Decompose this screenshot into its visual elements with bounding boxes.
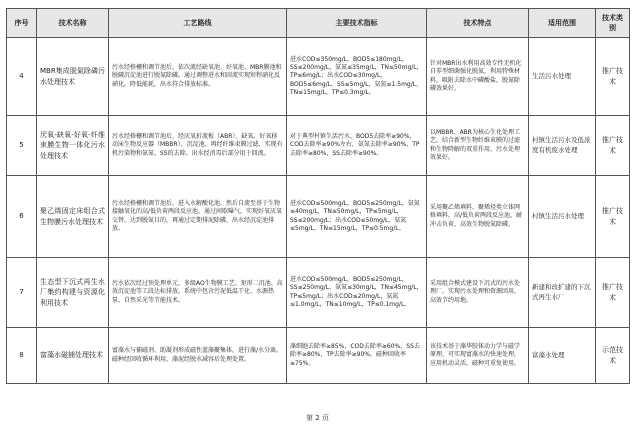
row-features: 以MBBR、ABR为核心生化处理工艺，结合新型生物纤维束膜的过滤和生物降解的双重作用，污水处理效果好。: [427, 116, 529, 176]
table-header-row: [7, 9, 630, 38]
row-name: 聚乙烯固定床组合式生物膜污水处理技术: [37, 176, 109, 258]
row-seq: 6: [7, 176, 37, 258]
row-scope: 新建和改扩建的下沉式再生水厂: [529, 258, 596, 328]
row-seq: 7: [7, 258, 37, 328]
row-category: 推广技术: [596, 116, 630, 176]
table-row: [7, 38, 630, 116]
row-process: 富藻水与捕磁剂、助凝剂形成磁性蓝藻聚集体，进行藻/水分离。磁种经回收循环利用，藻泥经脱水减容后处理处置。: [109, 328, 287, 384]
row-process: 污水经格栅和调节池后，进入水解酸化池，然后自流至基于生物接触氧化的高/低负荷两段反应池，通过间歇曝气，实现好氧厌氧交替，达到脱氮目的，再通过定期排泥除磷，出水经沉淀池排放。: [109, 176, 287, 258]
row-category: 推广技术: [596, 38, 630, 116]
row-scope: 村镇生活污水及低浓度有机废水处理: [529, 116, 596, 176]
row-indicators: 进水COD≤500mg/L，BOD5≤250mg/L，氨氮≤40mg/L，TN≤50mg/L，TP≤5mg/L，SS≤200mg/L；出水COD≤50mg/L，氨氮≤5mg/L，TN≤15mg/L，TP≤0.5mg/L。: [287, 176, 427, 258]
header-process: 工艺路线: [109, 9, 287, 38]
row-scope: 村镇生活污水处理: [529, 176, 596, 258]
table-row: [7, 176, 630, 258]
page-number: 第 2 页: [306, 414, 329, 422]
row-seq: 5: [7, 116, 37, 176]
table-row: [7, 116, 630, 176]
header-category: 技术类别: [596, 9, 630, 38]
row-features: 针对MBR出水利用高效专性无机化自养型细菌强化脱氮，利用特殊材料，吸附去除水中磷酸盐，脱氮除磷效果好。: [427, 38, 529, 116]
row-name: 厌氧-缺氧-好氧-纤维束膜生物一体化污水处理技术: [37, 116, 109, 176]
header-name: 技术名称: [37, 9, 109, 38]
table-row: [7, 328, 630, 384]
row-indicators: 藻细胞去除率≥85%，COD去除率≥60%，SS去除率≥80%，TP去除率≥90%，磁种回收率≥75%。: [287, 328, 427, 384]
row-name: MBR集成脱氮除磷污水处理技术: [37, 38, 109, 116]
row-features: 采用组合模式建设下沉式的污水处理厂，实现污水处理和资源回用，高效节约用地。: [427, 258, 529, 328]
row-indicators: 进水COD≤500mg/L，BOD5≤250mg/L，SS≤250mg/L，氨氮≤30mg/L，TN≤45mg/L，TP≤5mg/L；出水COD≤20mg/L，氨氮≤1.0mg/L，TN≤10mg/L，TP≤0.1mg/L。: [287, 258, 427, 328]
row-indicators: 进水COD≤350mg/L，BOD5≤180mg/L，SS≤200mg/L，氨氮≤35mg/L，TN≤50mg/L，TP≤6mg/L；出水COD≤30mg/L，BOD5≤6mg/L，SS≤5mg/L，氨氮≤1.5mg/L，TN≤15mg/L，TP≤0.3mg/L。: [287, 38, 427, 116]
row-process: 污水经格栅和调节池后，依次流经缺氧池、好氧池、MBR膜池和脱磷沉淀池进行脱氮除磷。通过调整进水和回流实现短程硝化反硝化，降低能耗，出水符合排放标准。: [109, 38, 287, 116]
header-scope: 适用范围: [529, 9, 596, 38]
row-process: 污水经格栅和调节池后，经厌氧折流板（ABR）、缺氧、好氧移动床生物反应器（MBBR）、沉淀池，再经纤维束膜过滤，实现有机污染物和氨氮、SS的去除。出水经消毒后部分用于回流。: [109, 116, 287, 176]
header-features: 技术特点: [427, 9, 529, 38]
row-features: 该技术基于藻华胶体动力学与磁学原理，可实现富藻水的快速处理，应用机动灵活，磁种可重复使用。: [427, 328, 529, 384]
row-category: 推广技术: [596, 258, 630, 328]
row-indicators: 对于典型村镇生活污水，BOD5去除率≥90%，COD去除率≥90%左右，氨氮去除率≥90%，TP去除率≥80%，SS去除率≥90%。: [287, 116, 427, 176]
row-name: 富藻水磁捕处理技术: [37, 328, 109, 384]
table-row: [7, 258, 630, 328]
row-category: 推广技术: [596, 176, 630, 258]
technology-table: [6, 8, 630, 384]
row-seq: 8: [7, 328, 37, 384]
row-seq: 4: [7, 38, 37, 116]
row-scope: 生活污水处理: [529, 38, 596, 116]
row-process: 污水依次经过预处理单元、多级AO生物膜工艺、矩形二沉池、高效沉淀池等工段达标排放。系统中包含污泥低温干化、水源热泵、自然采光等节能技术。: [109, 258, 287, 328]
row-scope: 富藻水处理: [529, 328, 596, 384]
header-seq: 序号: [7, 9, 37, 38]
header-indicators: 主要技术指标: [287, 9, 427, 38]
row-name: 生态型下沉式再生水厂集约构建与资源化利用技术: [37, 258, 109, 328]
row-category: 示范技术: [596, 328, 630, 384]
row-features: 采用聚乙烯填料、聚烯烃类立体网格填料，高/低负荷两段反应池，耐冲击负荷，高效生物脱氮除磷。: [427, 176, 529, 258]
